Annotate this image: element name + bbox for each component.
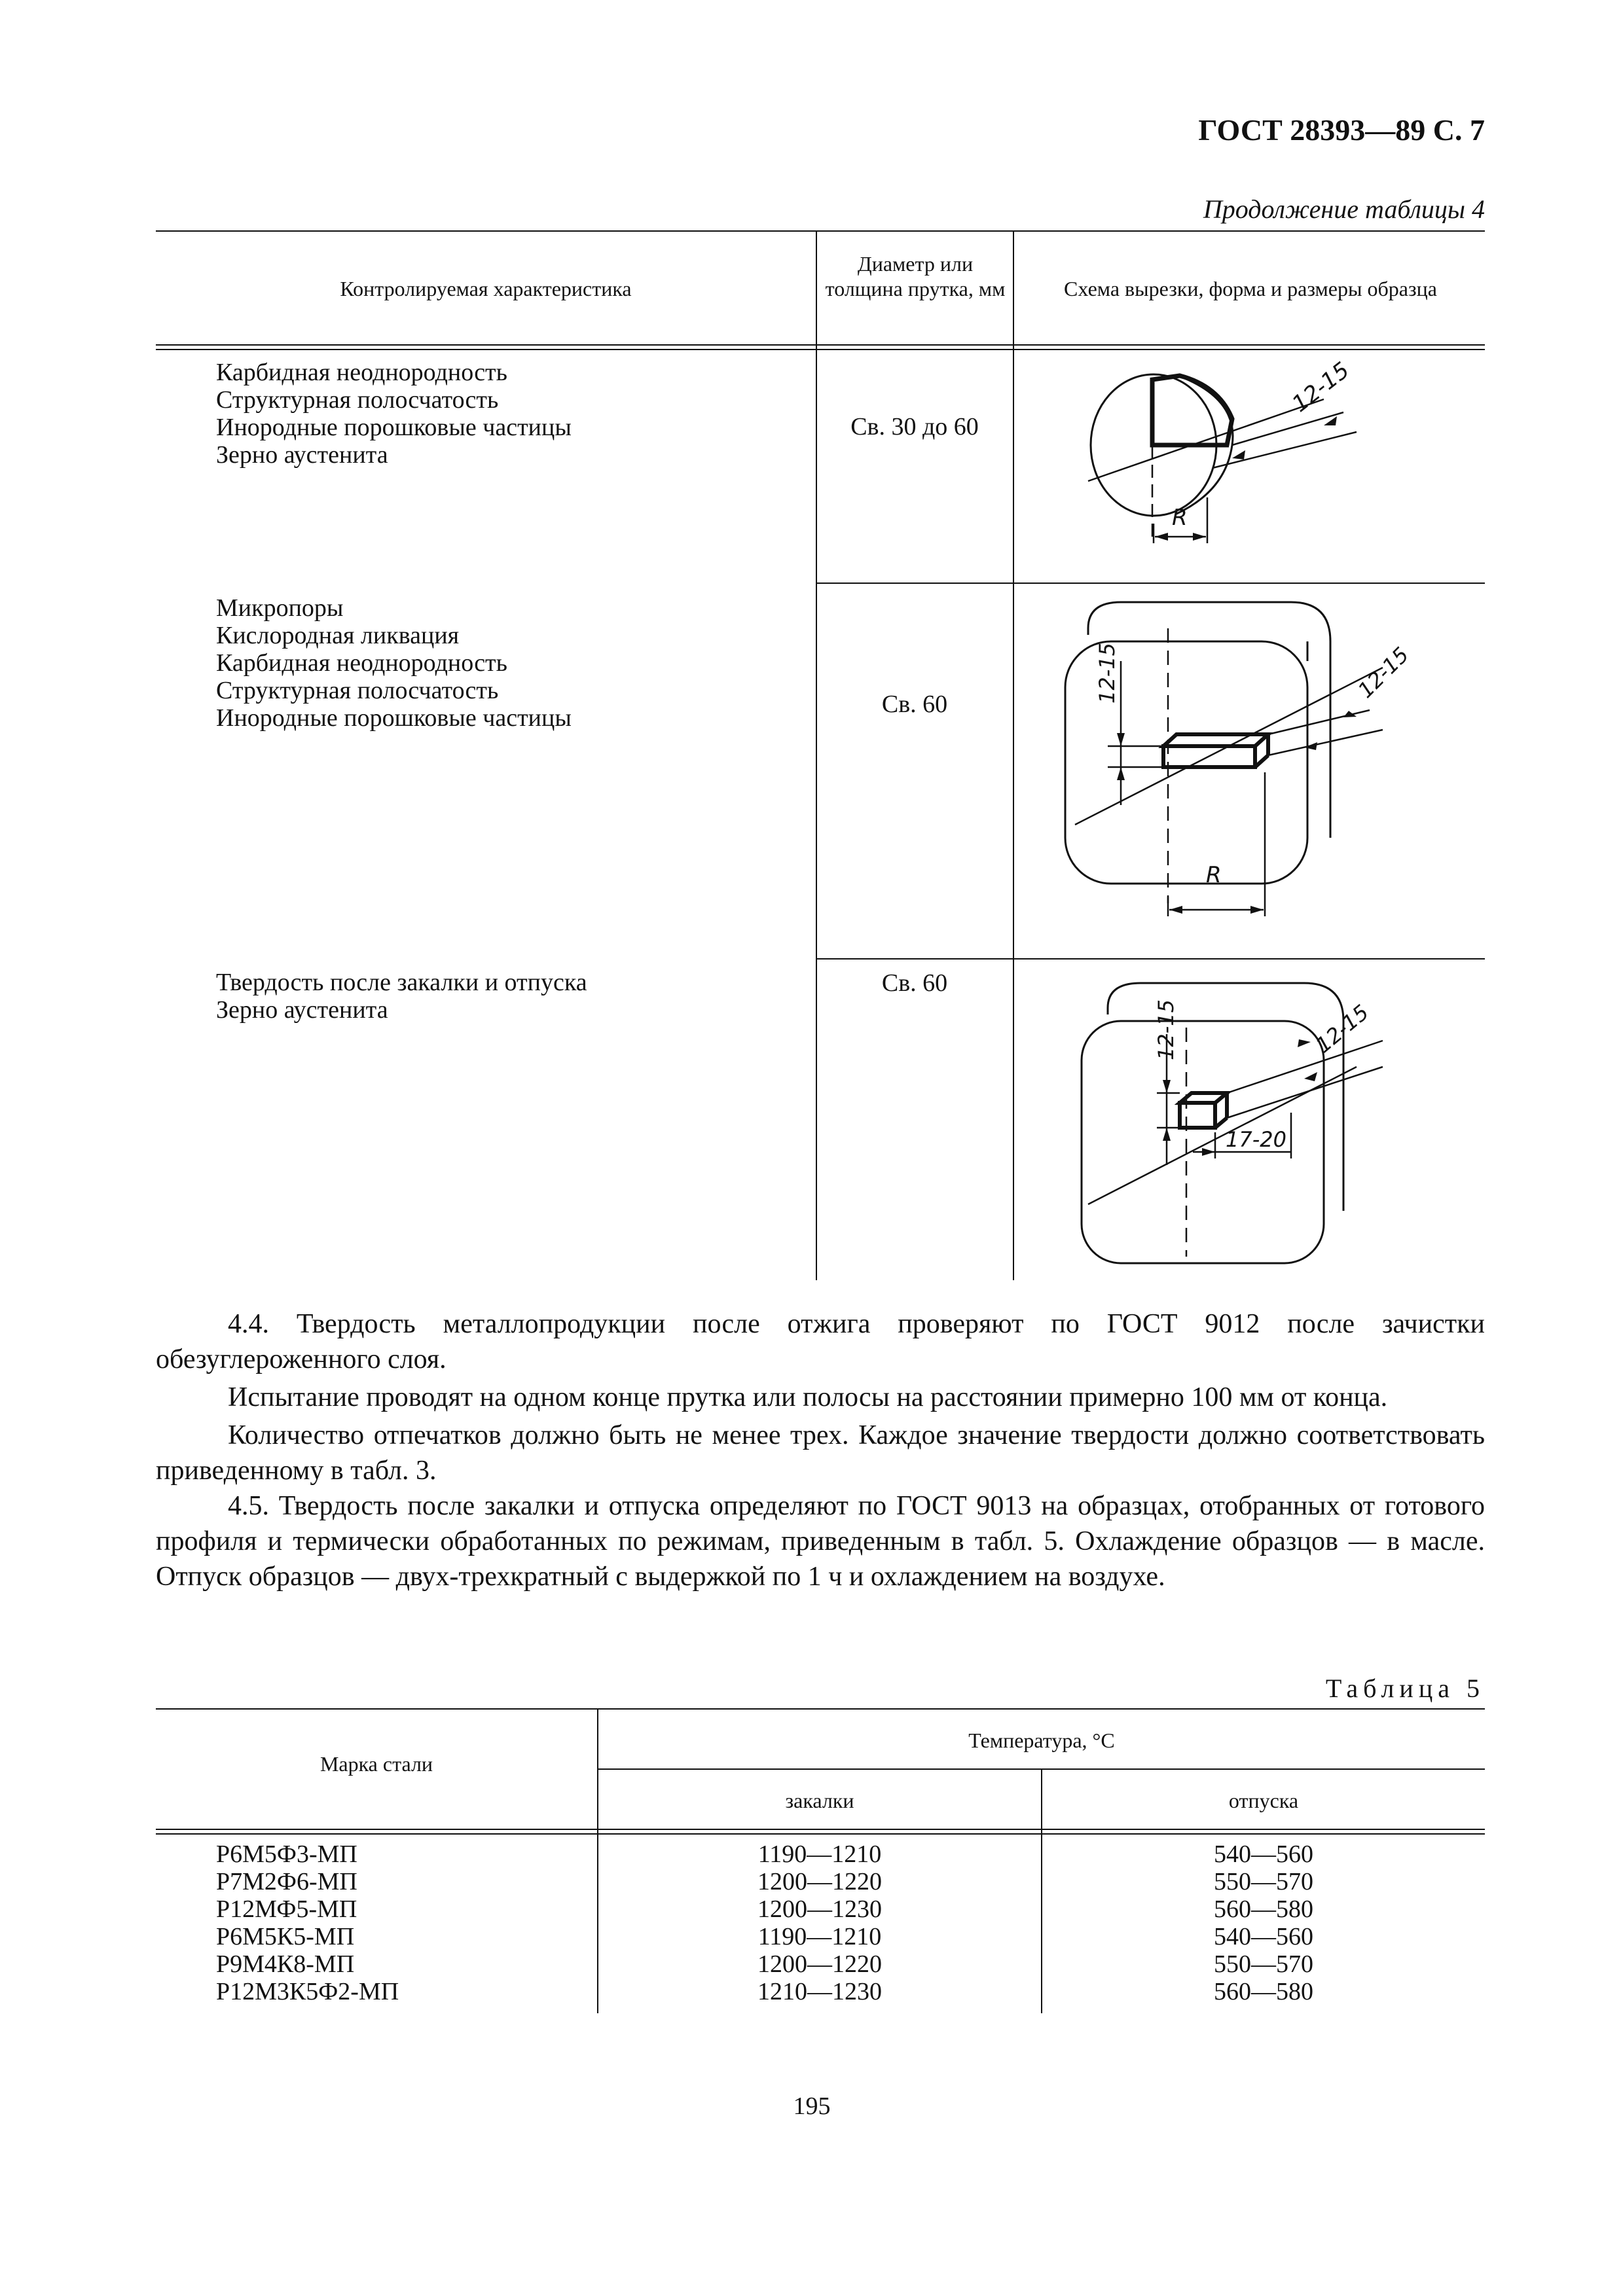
table4-col-characteristic: Контролируемая характеристика	[340, 277, 632, 300]
table5-steel-cell: Р6М5Ф3-МП	[216, 1840, 357, 1868]
dim-r-label: R	[1172, 505, 1188, 531]
table4-col-diameter: Диаметр или толщина прутка, мм	[825, 252, 1006, 300]
table4-caption: Продолжение таблицы 4	[1203, 194, 1485, 224]
page-number: 195	[793, 2092, 831, 2120]
table5-caption: Таблица 5	[1325, 1674, 1485, 1703]
table5-quench-cell: 1210—1230	[757, 1978, 882, 2005]
table4-row1-size: Св. 30 до 60	[850, 413, 979, 440]
table5-quench-cell: 1190—1210	[757, 1840, 882, 1868]
table4-row1-characteristics	[216, 359, 572, 469]
table5-header-rule	[156, 1829, 1485, 1830]
table5-col-steel: Марка стали	[319, 1752, 433, 1776]
table5-temper-cell: 540—560	[1214, 1840, 1313, 1868]
table5-temper-cell: 560—580	[1214, 1978, 1313, 2005]
dim-12-15-diagonal-label: 12-15	[1353, 642, 1414, 703]
table4-col-scheme: Схема вырезки, форма и размеры образца	[1064, 277, 1437, 300]
table4-header-rule-double	[156, 349, 1485, 350]
table5-steel-cell: Р6М5К5-МП	[216, 1923, 355, 1950]
table4-header-rule	[156, 344, 1485, 346]
standard-header: ГОСТ 28393—89 С. 7	[1198, 113, 1485, 147]
table5-steel-cell: Р12МФ5-МП	[216, 1895, 357, 1923]
characteristic-line: Инородные порошковые частицы	[216, 704, 572, 732]
characteristic-line: Зерно аустенита	[216, 441, 388, 469]
table5-col-quench: закалки	[785, 1789, 854, 1812]
table5-col-temperature: Температура, °С	[968, 1729, 1115, 1752]
table4-col-divider-1	[816, 230, 817, 1280]
table5-header-rule-double	[156, 1833, 1485, 1835]
table5-temper-cell: 550—570	[1214, 1950, 1313, 1978]
table5-temper-column	[1042, 1840, 1485, 2005]
table5-top-rule	[156, 1708, 1485, 1710]
dim-12-15-vertical-label: 12-15	[1154, 999, 1178, 1060]
characteristic-line: Зерно аустенита	[216, 996, 388, 1024]
dim-12-15-label: 12-15	[1287, 357, 1355, 418]
characteristic-line: Структурная полосчатость	[216, 386, 499, 414]
table5-temper-cell: 550—570	[1214, 1868, 1313, 1895]
table5-temper-cell: 560—580	[1214, 1895, 1313, 1923]
square-bar-sample-diagram-2	[1016, 969, 1485, 1276]
dim-r-label: R	[1206, 862, 1222, 888]
paragraph-prints-count: Количество отпечатков должно быть не менее трех. Каждое значение твердости должно соответствовать приведенному в табл. 3.	[156, 1420, 1485, 1486]
table4-row3-size: Св. 60	[881, 969, 948, 997]
dim-12-15-vertical-label: 12-15	[1095, 643, 1120, 704]
table5-col-temper: отпуска	[1228, 1789, 1299, 1812]
paragraph-test-location: Испытание проводят на одном конце прутка или полосы на расстоянии примерно 100 мм от конца.	[228, 1382, 1388, 1412]
table4-row1-rule	[817, 583, 1485, 584]
table4-row2-rule	[817, 958, 1485, 960]
table5-quench-cell: 1200—1230	[757, 1895, 882, 1923]
table5-quench-cell: 1200—1220	[757, 1950, 882, 1978]
characteristic-line: Твердость после закалки и отпуска	[216, 969, 587, 996]
table5-quench-column	[598, 1840, 1041, 2005]
table4-col-divider-2	[1013, 230, 1014, 1280]
characteristic-line: Микропоры	[216, 594, 344, 622]
table5-quench-cell: 1200—1220	[757, 1868, 882, 1895]
paragraph-4-5: 4.5. Твердость после закалки и отпуска определяют по ГОСТ 9013 на образцах, отобранных от готового профиля и термически обработанных по режимам, приведенным в табл. 5. Охлаждение образцов — в масле. Отпуск образцов — двух-трехкратный с выдержкой по 1 ч и охлаждением на воздухе.	[156, 1491, 1485, 1592]
dim-12-15-diagonal-label: 12-15	[1311, 999, 1374, 1058]
characteristic-line: Карбидная неоднородность	[216, 649, 507, 677]
table5-quench-cell: 1190—1210	[757, 1923, 882, 1950]
square-bar-sample-diagram-1	[1016, 589, 1485, 956]
table4-row3-characteristics	[216, 969, 587, 1024]
table5-steel-cell: Р12М3К5Ф2-МП	[216, 1978, 399, 2005]
characteristic-line: Кислородная ликвация	[216, 622, 460, 649]
table4-row2-size: Св. 60	[881, 691, 948, 718]
body-text	[156, 1306, 1485, 1594]
table5-steel-cell: Р9М4К8-МП	[216, 1950, 355, 1978]
table4-row2-characteristics	[216, 594, 572, 732]
dim-17-20-label: 17-20	[1226, 1127, 1286, 1152]
round-bar-sample-diagram	[1016, 353, 1485, 580]
table5-steel-column	[216, 1840, 399, 2005]
characteristic-line: Структурная полосчатость	[216, 677, 499, 704]
paragraph-4-4: 4.4. Твердость металлопродукции после отжига проверяют по ГОСТ 9012 после зачистки обезуглероженного слоя.	[156, 1309, 1485, 1374]
table4-top-rule	[156, 230, 1485, 232]
table5-temper-cell: 540—560	[1214, 1923, 1313, 1950]
table5-steel-cell: Р7М2Ф6-МП	[216, 1868, 357, 1895]
characteristic-line: Инородные порошковые частицы	[216, 414, 572, 441]
characteristic-line: Карбидная неоднородность	[216, 359, 507, 386]
